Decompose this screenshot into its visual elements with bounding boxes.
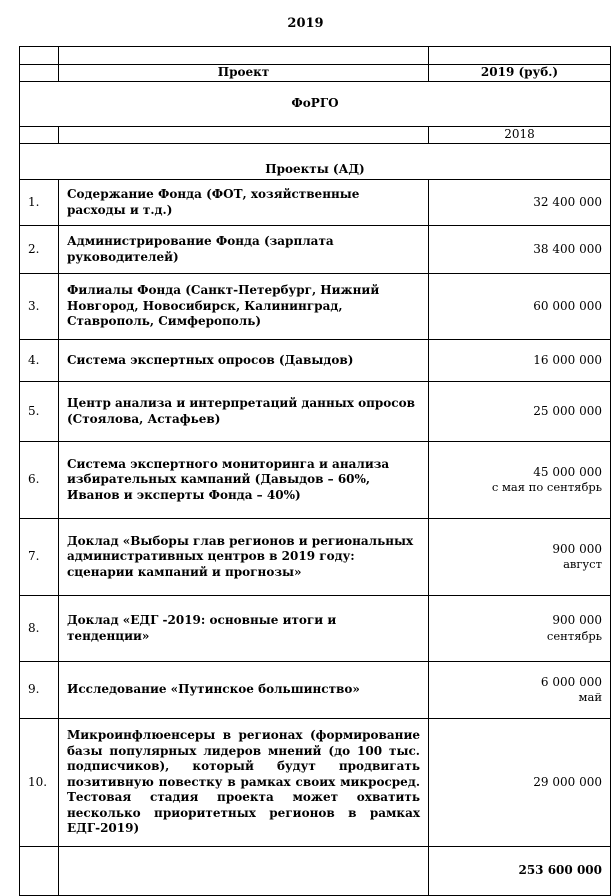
table-header-row [20,65,611,82]
amount-cell [429,340,611,382]
amount-value: 900 000 [552,613,602,627]
row-number: 9. [20,662,59,719]
amount-cell [429,719,611,847]
row-number: 5. [20,382,59,442]
table-row [20,719,611,847]
amount-value: 16 000 000 [533,352,602,367]
org-name: ФоРГО [20,82,611,127]
amount-cell [429,442,611,519]
project-name: Филиалы Фонда (Санкт-Петербург, Нижний Новгород, Новосибирск, Калининград, Ставрополь, Симферополь) [59,274,429,340]
amount-cell [429,519,611,596]
project-name: Администрирование Фонда (зарплата руководителей) [59,226,429,274]
amount-value: 45 000 000 [533,464,602,479]
row-number: 1. [20,180,59,226]
amount-value: 900 000 [552,541,602,556]
row-number: 6. [20,442,59,519]
project-name: Исследование «Путинское большинство» [59,662,429,719]
amount-value: 29 000 000 [533,774,602,789]
row-number: 7. [20,519,59,596]
amount-cell [429,662,611,719]
table-row [20,340,611,382]
section-title: Проекты (АД) [20,144,611,180]
amount-value: 6 000 000 [540,674,602,689]
total-amount: 253 600 000 [429,847,611,896]
row-number: 10. [20,719,59,847]
project-name: Система экспертных опросов (Давыдов) [59,340,429,382]
table-row [20,226,611,274]
project-name: Содержание Фонда (ФОТ, хозяйственные расходы и т.д.) [59,180,429,226]
project-name: Доклад «Выборы глав регионов и региональных административных центров в 2019 году: сценарии кампаний и прогнозы» [59,519,429,596]
org-row [20,82,611,127]
budget-table [19,46,611,896]
table-row [20,442,611,519]
total-row [20,847,611,896]
document-title: 2019 [287,16,324,31]
amount-cell [429,596,611,662]
amount-cell [429,382,611,442]
table-row [20,662,611,719]
amount-note: сентябрь [546,628,602,643]
table-row-spacer [20,47,611,65]
project-name: Доклад «ЕДГ -2019: основные итоги и тенденции» [59,596,429,662]
table-row [20,382,611,442]
year-cell: 2018 [429,127,611,144]
table-row [20,596,611,662]
header-project: Проект [59,65,429,82]
amount-note: август [563,557,602,571]
amount-value: 32 400 000 [533,194,602,209]
amount-cell [429,274,611,340]
table-row [20,274,611,340]
header-amount: 2019 (руб.) [429,65,611,82]
row-number: 3. [20,274,59,340]
amount-value: 38 400 000 [533,241,602,256]
project-name: Центр анализа и интерпретаций данных опросов (Стоялова, Астафьев) [59,382,429,442]
table-row [20,519,611,596]
row-number: 8. [20,596,59,662]
amount-value: 25 000 000 [533,403,602,418]
amount-value: 60 000 000 [533,298,602,313]
project-name: Микроинфлюенсеры в регионах (формирование базы популярных лидеров мнений (до 100 тыс. подписчиков), который будут продвигать позитивную повестку в рамках своих микросред. Тестовая стадия проекта может охватить несколько приоритетных регионов в рамках ЕДГ-2019) [59,719,429,847]
project-name: Система экспертного мониторинга и анализа избирательных кампаний (Давыдов – 60%, Иванов и эксперты Фонда – 40%) [59,442,429,519]
amount-cell [429,226,611,274]
year-row [20,127,611,144]
row-number: 4. [20,340,59,382]
amount-cell [429,180,611,226]
table-row [20,180,611,226]
amount-note: с мая по сентябрь [491,480,602,494]
row-number: 2. [20,226,59,274]
amount-note: май [578,690,602,704]
section-row [20,144,611,180]
